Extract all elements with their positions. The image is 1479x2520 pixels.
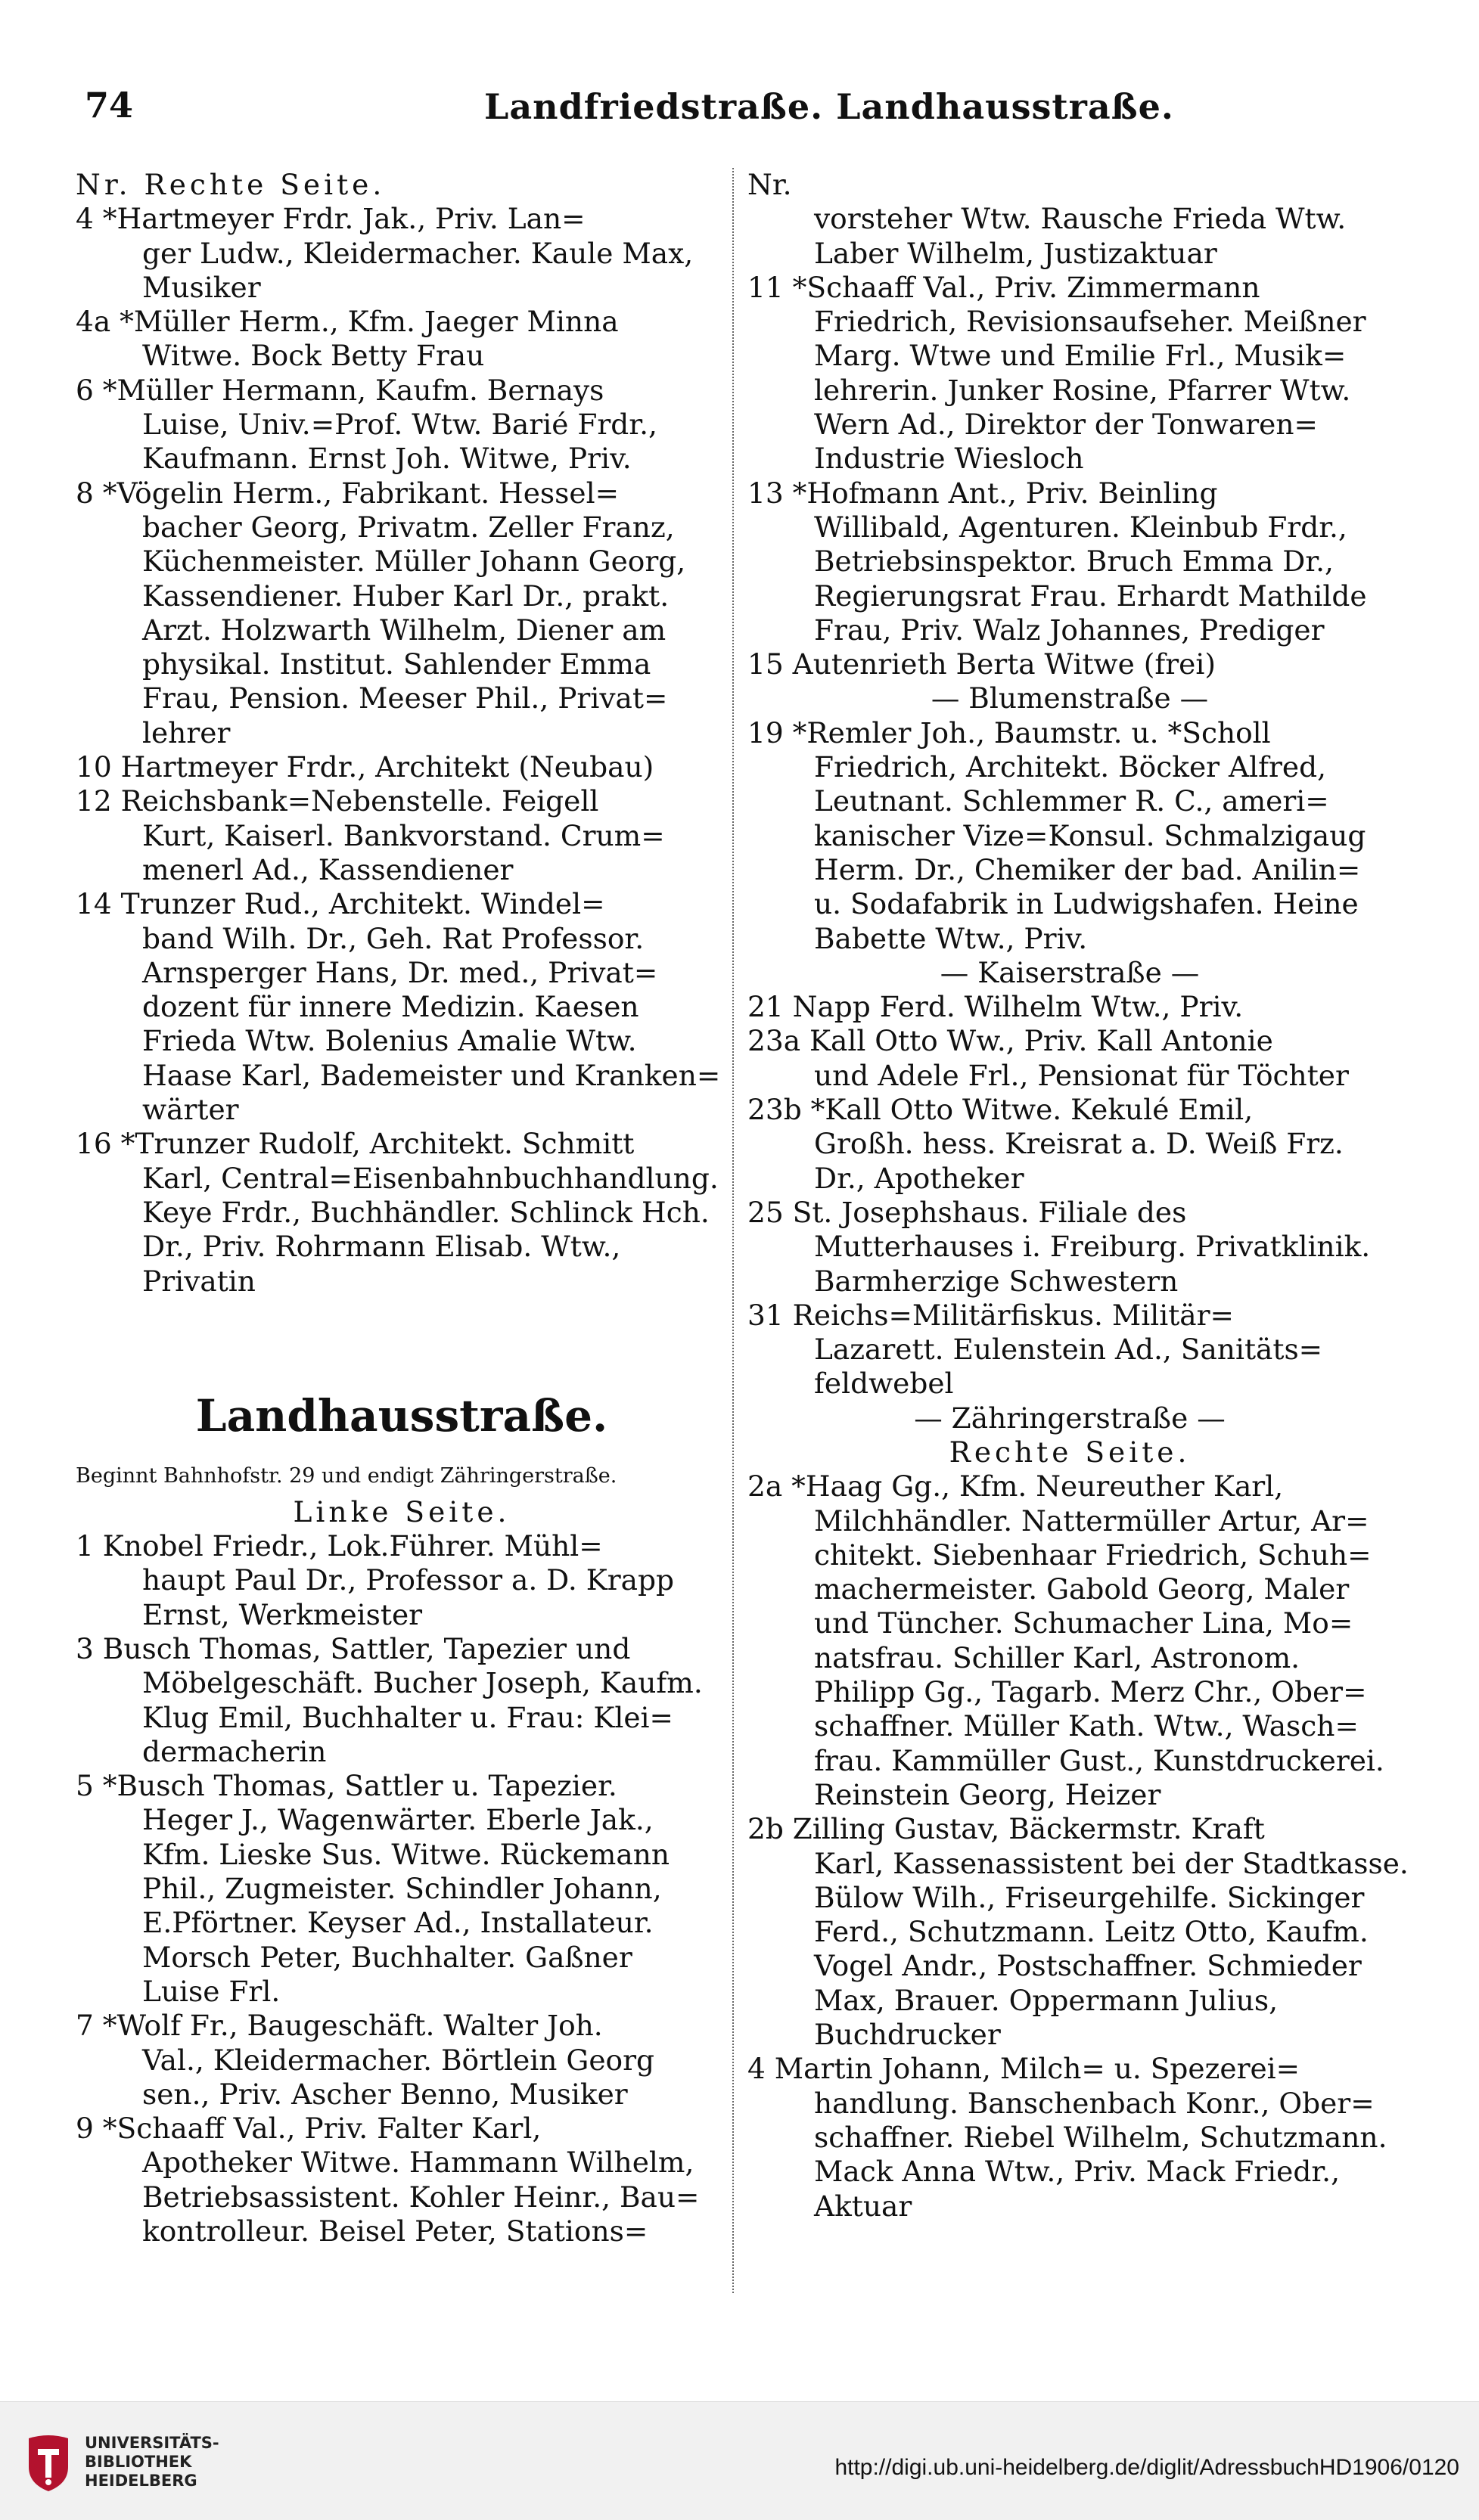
section-title: Landhausstraße. — [195, 1389, 608, 1442]
text-line: Kfm. Lieske Sus. Witwe. Rückemann — [142, 1837, 670, 1871]
text-line: band Wilh. Dr., Geh. Rat Professor. — [142, 921, 645, 955]
text-line: Max, Brauer. Oppermann Julius, — [814, 1983, 1279, 2017]
text-line: E.Pförtner. Keyser Ad., Installateur. — [142, 1906, 654, 1940]
text-line: Industrie Wiesloch — [814, 442, 1084, 476]
text-line: Luise Frl. — [142, 1974, 281, 2008]
text-line: 4a *Müller Herm., Kfm. Jaeger Minna — [76, 305, 619, 339]
text-line: chitekt. Siebenhaar Friedrich, Schuh= — [814, 1538, 1372, 1572]
text-line: Regierungsrat Frau. Erhardt Mathilde — [814, 579, 1367, 613]
text-line: bacher Georg, Privatm. Zeller Franz, — [142, 510, 675, 544]
text-line: Musiker — [142, 270, 261, 304]
text-line: Frau, Priv. Walz Johannes, Prediger — [814, 613, 1325, 647]
text-line: Betriebsinspektor. Bruch Emma Dr., — [814, 545, 1334, 579]
text-line: — Blumenstraße — — [931, 681, 1209, 715]
text-line: kanischer Vize=Konsul. Schmalzigaug — [814, 818, 1366, 852]
text-line: Linke Seite. — [293, 1494, 511, 1528]
text-line: Klug Emil, Buchhalter u. Frau: Klei= — [142, 1700, 673, 1734]
text-line: Ernst, Werkmeister — [142, 1597, 423, 1631]
text-line: Phil., Zugmeister. Schindler Johann, — [142, 1872, 662, 1906]
text-line: kontrolleur. Beisel Peter, Stations= — [142, 2214, 648, 2248]
text-line: handlung. Banschenbach Konr., Ober= — [814, 2086, 1375, 2120]
text-line: Leutnant. Schlemmer R. C., ameri= — [814, 784, 1329, 818]
text-line: 2a *Haag Gg., Kfm. Neureuther Karl, — [747, 1469, 1284, 1504]
text-line: Betriebsassistent. Kohler Heinr., Bau= — [142, 2180, 700, 2214]
text-line: Privatin — [142, 1264, 256, 1298]
text-line: Möbelgeschäft. Bucher Joseph, Kaufm. — [142, 1666, 703, 1700]
text-line: Val., Kleidermacher. Börtlein Georg — [142, 2043, 655, 2077]
text-line: 1 Knobel Friedr., Lok.Führer. Mühl= — [76, 1529, 603, 1563]
text-line: Philipp Gg., Tagarb. Merz Chr., Ober= — [814, 1675, 1367, 1709]
page-number: 74 — [85, 85, 134, 126]
text-line: lehrer — [142, 715, 231, 749]
text-line: Friedrich, Revisionsaufseher. Meißner — [814, 305, 1366, 339]
text-line: 25 St. Josephshaus. Filiale des — [747, 1195, 1187, 1229]
text-line: Dr., Priv. Rohrmann Elisab. Wtw., — [142, 1230, 621, 1264]
text-line: dermacherin — [142, 1734, 327, 1768]
text-line: u. Sodafabrik in Ludwigshafen. Heine — [814, 887, 1359, 921]
text-line: Babette Wtw., Priv. — [814, 921, 1088, 955]
text-line: Luise, Univ.=Prof. Wtw. Barié Frdr., — [142, 408, 657, 442]
section-subtitle: Beginnt Bahnhofstr. 29 und endigt Zähringerstraße. — [76, 1463, 617, 1488]
text-line: 16 *Trunzer Rudolf, Architekt. Schmitt — [76, 1127, 635, 1161]
text-line: 3 Busch Thomas, Sattler, Tapezier und — [76, 1631, 631, 1665]
text-line: 14 Trunzer Rud., Architekt. Windel= — [76, 887, 605, 921]
text-line: haupt Paul Dr., Professor a. D. Krapp — [142, 1563, 675, 1597]
text-line: Kassendiener. Huber Karl Dr., prakt. — [142, 579, 670, 613]
text-line: Großh. hess. Kreisrat a. D. Weiß Frz. — [814, 1127, 1344, 1161]
text-line: Apotheker Witwe. Hammann Wilhelm, — [142, 2146, 694, 2180]
text-line: 23a Kall Otto Ww., Priv. Kall Antonie — [747, 1024, 1273, 1058]
text-line: schaffner. Müller Kath. Wtw., Wasch= — [814, 1709, 1359, 1743]
text-line: Bülow Wilh., Friseurgehilfe. Sickinger — [814, 1880, 1365, 1914]
text-line: schaffner. Riebel Wilhelm, Schutzmann. — [814, 2120, 1387, 2154]
text-line: 31 Reichs=Militärfiskus. Militär= — [747, 1298, 1234, 1332]
library-name-line: HEIDELBERG — [85, 2472, 197, 2490]
text-line: Arnsperger Hans, Dr. med., Privat= — [142, 955, 658, 989]
text-line: Mutterhauses i. Freiburg. Privatklinik. — [814, 1230, 1371, 1264]
text-line: Dr., Apotheker — [814, 1161, 1024, 1195]
text-line: Laber Wilhelm, Justizaktuar — [814, 236, 1217, 270]
text-line: 19 *Remler Joh., Baumstr. u. *Scholl — [747, 715, 1271, 749]
text-line: und Tüncher. Schumacher Lina, Mo= — [814, 1606, 1353, 1640]
text-line: — Zähringerstraße — — [914, 1401, 1226, 1435]
text-line: 23b *Kall Otto Witwe. Kekulé Emil, — [747, 1093, 1254, 1127]
text-line: 21 Napp Ferd. Wilhelm Wtw., Priv. — [747, 990, 1244, 1024]
university-seal-icon — [21, 2432, 76, 2493]
text-line: Wern Ad., Direktor der Tonwaren= — [814, 408, 1318, 442]
left-column — [76, 168, 728, 2248]
text-line: Barmherzige Schwestern — [814, 1264, 1179, 1298]
text-line: Friedrich, Architekt. Böcker Alfred, — [814, 750, 1326, 784]
text-line: Frieda Wtw. Bolenius Amalie Wtw. — [142, 1024, 637, 1058]
text-line: Nr. Rechte Seite. — [76, 168, 386, 201]
library-name-line: UNIVERSITÄTS- — [85, 2434, 219, 2452]
text-line: Witwe. Bock Betty Frau — [142, 339, 485, 373]
text-line: Heger J., Wagenwärter. Eberle Jak., — [142, 1803, 654, 1837]
spacer — [76, 1299, 728, 1359]
text-line: 13 *Hofmann Ant., Priv. Beinling — [747, 476, 1218, 510]
right-column — [747, 168, 1409, 2224]
text-line: 10 Hartmeyer Frdr., Architekt (Neubau) — [76, 750, 654, 784]
library-name-line: BIBLIOTHEK — [85, 2453, 192, 2471]
text-line: 5 *Busch Thomas, Sattler u. Tapezier. — [76, 1769, 617, 1803]
text-line: 4 Martin Johann, Milch= u. Spezerei= — [747, 2052, 1300, 2086]
text-line: Karl, Kassenassistent bei der Stadtkasse. — [814, 1846, 1409, 1880]
text-line: sen., Priv. Ascher Benno, Musiker — [142, 2077, 628, 2111]
text-line: Marg. Wtwe und Emilie Frl., Musik= — [814, 339, 1347, 373]
running-title: Landfriedstraße. Landhausstraße. — [484, 86, 1174, 127]
text-line: feldwebel — [814, 1367, 954, 1401]
text-line: dozent für innere Medizin. Kaesen — [142, 990, 639, 1024]
text-line: Küchenmeister. Müller Johann Georg, — [142, 545, 686, 579]
text-line: Frau, Pension. Meeser Phil., Privat= — [142, 681, 668, 715]
text-line: Rechte Seite. — [949, 1435, 1191, 1469]
text-line: 8 *Vögelin Herm., Fabrikant. Hessel= — [76, 476, 620, 510]
text-line: Morsch Peter, Buchhalter. Gaßner — [142, 1940, 632, 1974]
text-line: Kaufmann. Ernst Joh. Witwe, Priv. — [142, 442, 632, 476]
text-line: physikal. Institut. Sahlender Emma — [142, 647, 651, 681]
text-line: frau. Kammüller Gust., Kunstdruckerei. — [814, 1743, 1384, 1777]
text-line: 11 *Schaaff Val., Priv. Zimmermann — [747, 270, 1260, 304]
text-line: Keye Frdr., Buchhändler. Schlinck Hch. — [142, 1195, 710, 1229]
text-line: Herm. Dr., Chemiker der bad. Anilin= — [814, 852, 1361, 886]
text-line: 9 *Schaaff Val., Priv. Falter Karl, — [76, 2112, 542, 2146]
source-url-link[interactable]: http://digi.ub.uni-heidelberg.de/diglit/AdressbuchHD1906/0120 — [834, 2455, 1459, 2480]
text-line: und Adele Frl., Pensionat für Töchter — [814, 1058, 1349, 1092]
library-name — [85, 2434, 219, 2491]
text-line: Arzt. Holzwarth Wilhelm, Diener am — [142, 613, 666, 647]
text-line: Milchhändler. Nattermüller Artur, Ar= — [814, 1504, 1369, 1538]
footer-bar — [0, 2401, 1479, 2520]
text-line: Haase Karl, Bademeister und Kranken= — [142, 1058, 721, 1092]
text-line: Aktuar — [814, 2189, 912, 2223]
text-line: 2b Zilling Gustav, Bäckermstr. Kraft — [747, 1812, 1265, 1846]
text-line: Kurt, Kaiserl. Bankvorstand. Crum= — [142, 818, 665, 852]
text-line: 12 Reichsbank=Nebenstelle. Feigell — [76, 784, 599, 818]
text-line: Mack Anna Wtw., Priv. Mack Friedr., — [814, 2155, 1340, 2189]
text-line: vorsteher Wtw. Rausche Frieda Wtw. — [814, 202, 1347, 236]
text-line: Willibald, Agenturen. Kleinbub Frdr., — [814, 510, 1347, 544]
text-line: Buchdrucker — [814, 2018, 1001, 2052]
column-divider — [732, 168, 734, 2293]
text-line: Ferd., Schutzmann. Leitz Otto, Kaufm. — [814, 1915, 1369, 1949]
text-line: 15 Autenrieth Berta Witwe (frei) — [747, 647, 1216, 681]
text-line: ger Ludw., Kleidermacher. Kaule Max, — [142, 236, 694, 270]
text-line: Nr. — [747, 168, 792, 201]
text-line: wärter — [142, 1093, 239, 1127]
text-line: machermeister. Gabold Georg, Maler — [814, 1572, 1350, 1606]
text-line: menerl Ad., Kassendiener — [142, 852, 514, 886]
text-line: Lazarett. Eulenstein Ad., Sanitäts= — [814, 1333, 1323, 1367]
text-line: Reinstein Georg, Heizer — [814, 1777, 1161, 1811]
text-line: Karl, Central=Eisenbahnbuchhandlung. — [142, 1161, 719, 1195]
text-line: Vogel Andr., Postschaffner. Schmieder — [814, 1949, 1362, 1983]
text-line: natsfrau. Schiller Karl, Astronom. — [814, 1640, 1300, 1674]
text-line: 6 *Müller Hermann, Kaufm. Bernays — [76, 373, 604, 407]
text-line: 4 *Hartmeyer Frdr. Jak., Priv. Lan= — [76, 202, 586, 236]
text-line: 7 *Wolf Fr., Baugeschäft. Walter Joh. — [76, 2009, 603, 2043]
text-line: — Kaiserstraße — — [940, 955, 1200, 989]
text-line: lehrerin. Junker Rosine, Pfarrer Wtw. — [814, 373, 1351, 407]
